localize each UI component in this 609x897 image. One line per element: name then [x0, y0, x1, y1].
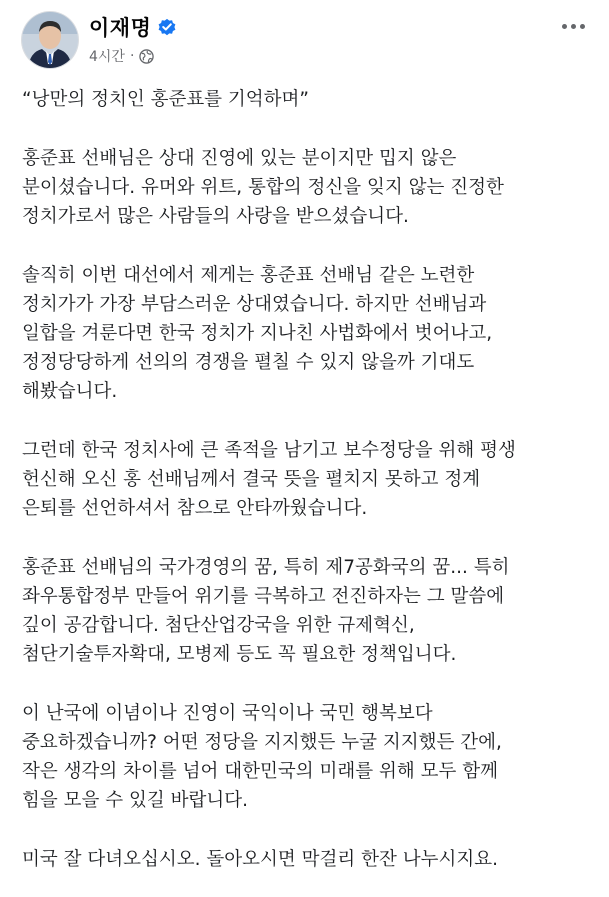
paragraph-3-line-2: 헌신해 오신 홍 선배님께서 결국 뜻을 펼치지 못하고 정계: [22, 469, 481, 490]
more-dots-icon: [571, 24, 576, 29]
paragraph-2-line-1: 솔직히 이번 대선에서 제게는 홍준표 선배님 같은 노련한: [22, 265, 475, 286]
post-title: “낭만의 정치인 홍준표를 기억하며”: [22, 89, 310, 110]
verified-badge-icon: [157, 17, 177, 37]
meta-separator: ·: [129, 48, 135, 64]
paragraph-2-line-4: 정정당당하게 선의의 경쟁을 펼칠 수 있지 않을까 기대도: [22, 352, 475, 373]
paragraph-4-line-2: 좌우통합정부 만들어 위기를 극복하고 전진하자는 그 말씀에: [22, 586, 505, 607]
paragraph-3-line-1: 그런데 한국 정치사에 큰 족적을 남기고 보수정당을 위해 평생: [22, 440, 516, 461]
more-options-button[interactable]: [558, 20, 589, 33]
author-name[interactable]: 이재명: [89, 16, 152, 40]
paragraph-4-line-1: 홍준표 선배님의 국가경영의 꿈, 특히 제7공화국의 꿈... 특히: [22, 557, 510, 578]
more-dots-icon: [580, 24, 585, 29]
paragraph-4-line-4: 첨단기술투자확대, 모병제 등도 꼭 필요한 정책입니다.: [22, 644, 457, 665]
post-text: [22, 80, 594, 874]
paragraph-5-line-1: 이 난국에 이념이나 진영이 국익이나 국민 행복보다: [22, 703, 433, 724]
post-header: [0, 0, 609, 80]
paragraph-5-line-4: 힘을 모을 수 있길 바랍니다.: [22, 790, 248, 811]
paragraph-1-line-3: 정치가로서 많은 사람들의 사랑을 받으셨습니다.: [22, 206, 409, 227]
post-meta: [89, 46, 154, 66]
paragraph-2-line-5: 해봤습니다.: [22, 381, 118, 402]
avatar-image: [22, 12, 78, 68]
paragraph-4-line-3: 깊이 공감합니다. 첨단산업강국을 위한 규제혁신,: [22, 615, 415, 636]
globe-icon: [139, 49, 154, 64]
author-avatar[interactable]: [22, 12, 78, 68]
paragraph-5-line-2: 중요하겠습니까? 어떤 정당을 지지했든 누굴 지지했든 간에,: [22, 732, 502, 753]
paragraph-2-line-3: 일합을 겨룬다면 한국 정치가 지나친 사법화에서 벗어나고,: [22, 323, 493, 344]
paragraph-1-line-2: 분이셨습니다. 유머와 위트, 통합의 정신을 잊지 않는 진정한: [22, 177, 504, 198]
paragraph-6-line-1: 미국 잘 다녀오십시오. 돌아오시면 막걸리 한잔 나누시지요.: [22, 849, 498, 870]
paragraph-5-line-3: 작은 생각의 차이를 넘어 대한민국의 미래를 위해 모두 함께: [22, 761, 498, 782]
paragraph-3-line-3: 은퇴를 선언하셔서 참으로 안타까웠습니다.: [22, 498, 368, 519]
post-timestamp[interactable]: 4시간: [89, 49, 125, 65]
paragraph-2-line-2: 정치가가 가장 부담스러운 상대였습니다. 하지만 선배님과: [22, 294, 487, 315]
paragraph-1-line-1: 홍준표 선배님은 상대 진영에 있는 분이지만 밉지 않은: [22, 148, 457, 169]
author-row: [89, 12, 177, 42]
more-dots-icon: [562, 24, 567, 29]
